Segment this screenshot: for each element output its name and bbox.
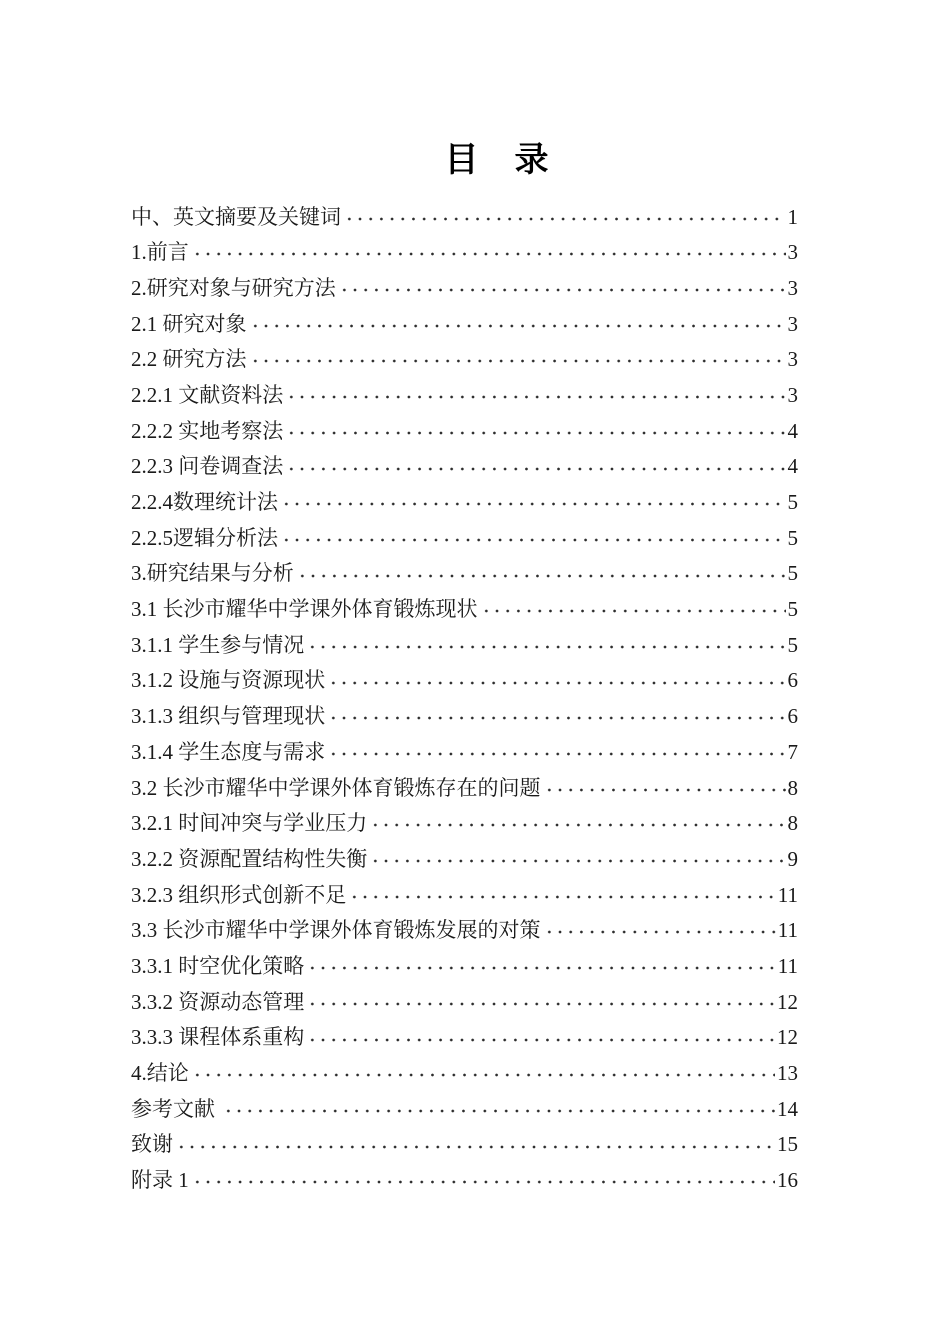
toc-entry[interactable] [131, 196, 798, 232]
toc-entry-page: 12 [777, 1025, 798, 1050]
toc-entry-label: 2.2.3 问卷调查法 [131, 454, 284, 479]
toc-entry[interactable] [131, 589, 798, 625]
toc-entry[interactable] [131, 803, 798, 839]
toc-entry[interactable] [131, 1160, 798, 1196]
toc-entry-label: 中、英文摘要及关键词 [131, 204, 341, 229]
toc-entry[interactable] [131, 731, 798, 767]
toc-dot-leader [307, 1038, 775, 1042]
toc-entry[interactable] [131, 1088, 798, 1124]
toc-dot-leader [286, 467, 785, 471]
toc-dot-leader [192, 1180, 775, 1184]
toc-entry[interactable] [131, 981, 798, 1017]
toc-entry[interactable] [131, 374, 798, 410]
toc-entry-label: 2.1 研究对象 [131, 311, 247, 336]
toc-entry-label: 3.1.1 学生参与情况 [131, 632, 305, 657]
toc-entry[interactable] [131, 1017, 798, 1053]
toc-list [131, 196, 798, 1195]
toc-entry-page: 3 [787, 240, 798, 265]
toc-entry-label: 参考文献 [131, 1096, 221, 1121]
toc-entry[interactable] [131, 838, 798, 874]
toc-entry[interactable] [131, 267, 798, 303]
toc-entry[interactable] [131, 410, 798, 446]
toc-entry[interactable] [131, 767, 798, 803]
toc-entry-label: 2.2.5逻辑分析法 [131, 525, 278, 550]
toc-dot-leader [544, 788, 786, 792]
toc-entry-page: 13 [777, 1061, 798, 1086]
toc-entry-label: 3.2.3 组织形式创新不足 [131, 882, 347, 907]
toc-dot-leader [250, 359, 786, 363]
toc-entry[interactable] [131, 517, 798, 553]
toc-dot-leader [307, 1002, 775, 1006]
toc-entry-page: 5 [787, 597, 798, 622]
toc-dot-leader [328, 716, 785, 720]
toc-dot-leader [344, 217, 786, 221]
toc-dot-leader [297, 574, 786, 578]
toc-entry[interactable] [131, 232, 798, 268]
toc-entry[interactable] [131, 945, 798, 981]
toc-entry-page: 1 [787, 204, 798, 229]
toc-entry[interactable] [131, 624, 798, 660]
toc-dot-leader [307, 966, 776, 970]
toc-entry[interactable] [131, 1053, 798, 1089]
toc-entry-label: 3.2.2 资源配置结构性失衡 [131, 846, 368, 871]
toc-dot-leader [250, 324, 786, 328]
toc-dot-leader [339, 288, 786, 292]
toc-entry-label: 2.2.4数理统计法 [131, 490, 278, 515]
toc-title: 目 录 [444, 141, 550, 179]
toc-entry-page: 11 [777, 882, 798, 907]
toc-entry[interactable] [131, 696, 798, 732]
toc-entry-label: 1.前言 [131, 240, 189, 265]
toc-entry[interactable] [131, 482, 798, 518]
toc-entry-label: 3.1.4 学生态度与需求 [131, 739, 326, 764]
toc-entry-page: 5 [787, 490, 798, 515]
toc-entry-label: 致谢 [131, 1132, 173, 1157]
toc-entry-page: 8 [787, 775, 798, 800]
toc-entry[interactable] [131, 910, 798, 946]
toc-entry-label: 3.2.1 时间冲突与学业压力 [131, 811, 368, 836]
toc-entry-label: 附录 1 [131, 1168, 189, 1193]
toc-dot-leader [349, 895, 776, 899]
toc-entry[interactable] [131, 874, 798, 910]
toc-entry-page: 15 [777, 1132, 798, 1157]
toc-entry-label: 3.1.2 设施与资源现状 [131, 668, 326, 693]
toc-entry-page: 4 [787, 418, 798, 443]
toc-entry[interactable] [131, 303, 798, 339]
toc-entry-page: 6 [787, 704, 798, 729]
toc-entry-label: 3.3.3 课程体系重构 [131, 1025, 305, 1050]
toc-entry-page: 3 [787, 311, 798, 336]
toc-entry[interactable] [131, 553, 798, 589]
toc-entry-page: 5 [787, 561, 798, 586]
toc-dot-leader [281, 538, 786, 542]
toc-entry-page: 4 [787, 454, 798, 479]
toc-entry-page: 5 [787, 632, 798, 657]
toc-entry-page: 16 [777, 1168, 798, 1193]
toc-entry-page: 6 [787, 668, 798, 693]
toc-dot-leader [370, 859, 785, 863]
toc-dot-leader [286, 395, 785, 399]
toc-entry-page: 11 [777, 953, 798, 978]
toc-entry-label: 2.2.2 实地考察法 [131, 418, 284, 443]
toc-entry-page: 14 [777, 1096, 798, 1121]
toc-dot-leader [192, 1073, 775, 1077]
toc-entry-label: 3.3.1 时空优化策略 [131, 953, 305, 978]
toc-entry-label: 3.1.3 组织与管理现状 [131, 704, 326, 729]
toc-entry-page: 12 [777, 989, 798, 1014]
toc-entry[interactable] [131, 446, 798, 482]
toc-entry-label: 3.研究结果与分析 [131, 561, 294, 586]
toc-dot-leader [286, 431, 785, 435]
toc-dot-leader [281, 502, 786, 506]
toc-dot-leader [481, 609, 786, 613]
toc-dot-leader [192, 252, 786, 256]
toc-entry-label: 2.2 研究方法 [131, 347, 247, 372]
toc-dot-leader [328, 752, 785, 756]
toc-entry-page: 11 [777, 918, 798, 943]
toc-entry-page: 7 [787, 739, 798, 764]
toc-dot-leader [223, 1109, 775, 1113]
toc-entry[interactable] [131, 1124, 798, 1160]
toc-entry[interactable] [131, 339, 798, 375]
toc-entry-label: 3.3 长沙市耀华中学课外体育锻炼发展的对策 [131, 918, 541, 943]
toc-dot-leader [370, 823, 785, 827]
toc-dot-leader [328, 681, 785, 685]
toc-entry[interactable] [131, 660, 798, 696]
toc-entry-label: 2.研究对象与研究方法 [131, 275, 336, 300]
toc-entry-label: 3.2 长沙市耀华中学课外体育锻炼存在的问题 [131, 775, 541, 800]
toc-dot-leader [544, 930, 776, 934]
toc-entry-label: 2.2.1 文献资料法 [131, 382, 284, 407]
toc-dot-leader [176, 1145, 775, 1149]
toc-entry-label: 4.结论 [131, 1061, 189, 1086]
toc-entry-label: 3.3.2 资源动态管理 [131, 989, 305, 1014]
toc-entry-page: 3 [787, 275, 798, 300]
toc-entry-page: 8 [787, 811, 798, 836]
toc-dot-leader [307, 645, 785, 649]
toc-entry-page: 3 [787, 382, 798, 407]
toc-entry-page: 9 [787, 846, 798, 871]
toc-entry-page: 3 [787, 347, 798, 372]
toc-entry-page: 5 [787, 525, 798, 550]
toc-entry-label: 3.1 长沙市耀华中学课外体育锻炼现状 [131, 597, 478, 622]
